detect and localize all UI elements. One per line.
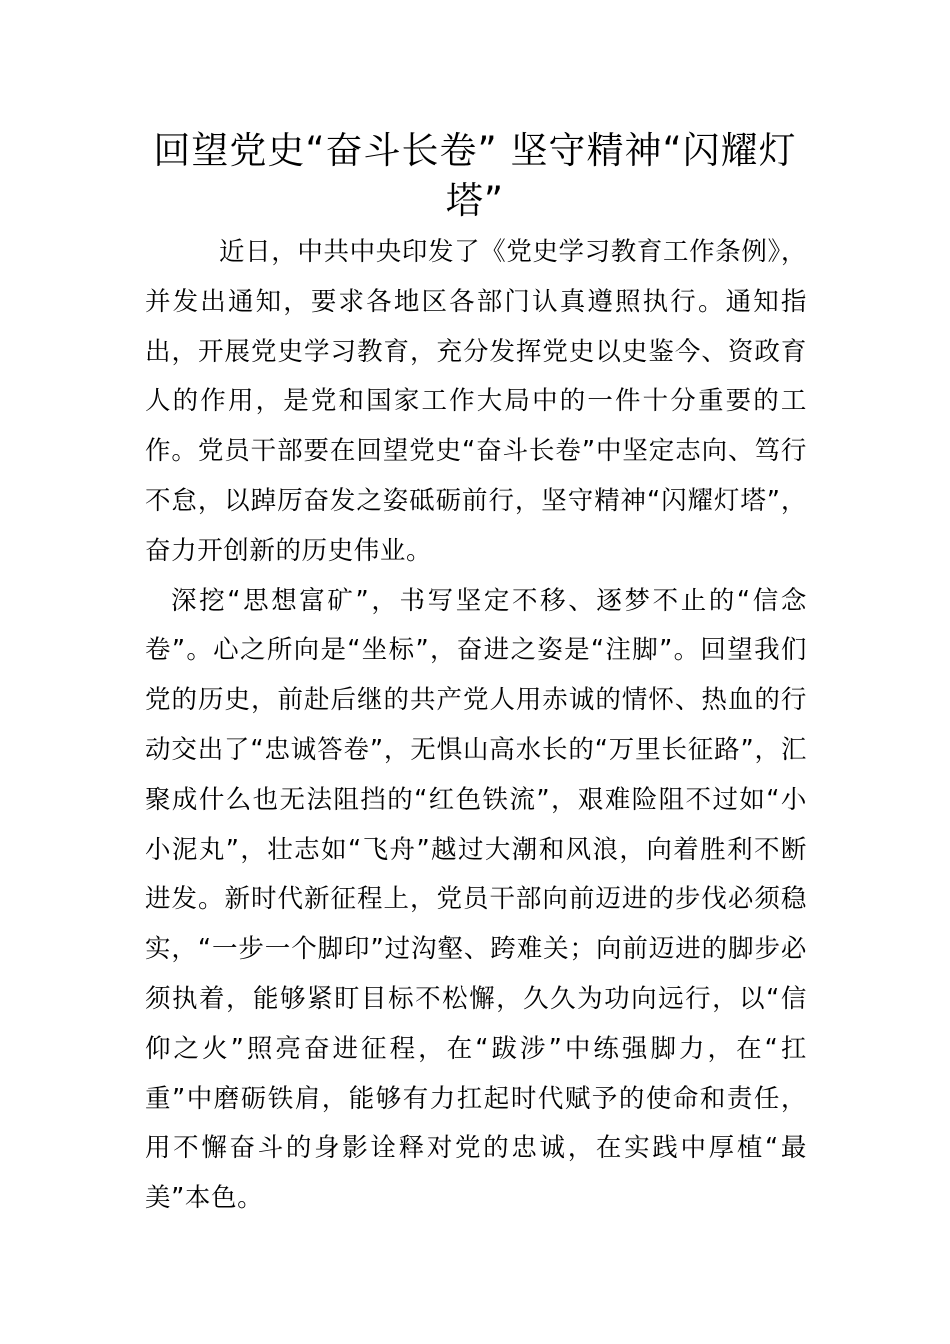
paragraph-intro: 近日，中共中央印发了《党史学习教育工作条例》，并发出通知，要求各地区各部门认真遵照执行。通知指出，开展党史学习教育，充分发挥党史以史鉴今、资政育人的作用，是党和国家工作大局中的一件十分重要的工作。党员干部要在回望党史“奋斗长卷”中坚定志向、笃行不怠，以踔厉奋发之姿砥砺前行，坚守精神“闪耀灯塔”，奋力开创新的历史伟业。 [145, 237, 807, 566]
article-body [145, 228, 807, 1224]
paragraph-belief: 深挖“思想富矿”，书写坚定不移、逐梦不止的“信念卷”。心之所向是“坐标”，奋进之姿是“注脚”。回望我们党的历史，前赴后继的共产党人用赤诚的情怀、热血的行动交出了“忠诚答卷”，无惧山高水长的“万里长征路”，汇聚成什么也无法阻挡的“红色铁流”，艰难险阻不过如“小小泥丸”，壮志如“飞舟”越过大潮和风浪，向着胜利不断进发。新时代新征程上，党员干部向前迈进的步伐必须稳实，“一步一个脚印”过沟壑、跨难关；向前迈进的脚步必须执着，能够紧盯目标不松懈，久久为功向远行，以“信仰之火”照亮奋进征程，在“跋涉”中练强脚力，在“扛重”中磨砺铁肩，能够有力扛起时代赋予的使命和责任，用不懈奋斗的身影诠释对党的忠诚，在实践中厚植“最美”本色。 [145, 585, 807, 1214]
article-title: 回望党史“奋斗长卷” 坚守精神“闪耀灯塔” [153, 129, 797, 222]
